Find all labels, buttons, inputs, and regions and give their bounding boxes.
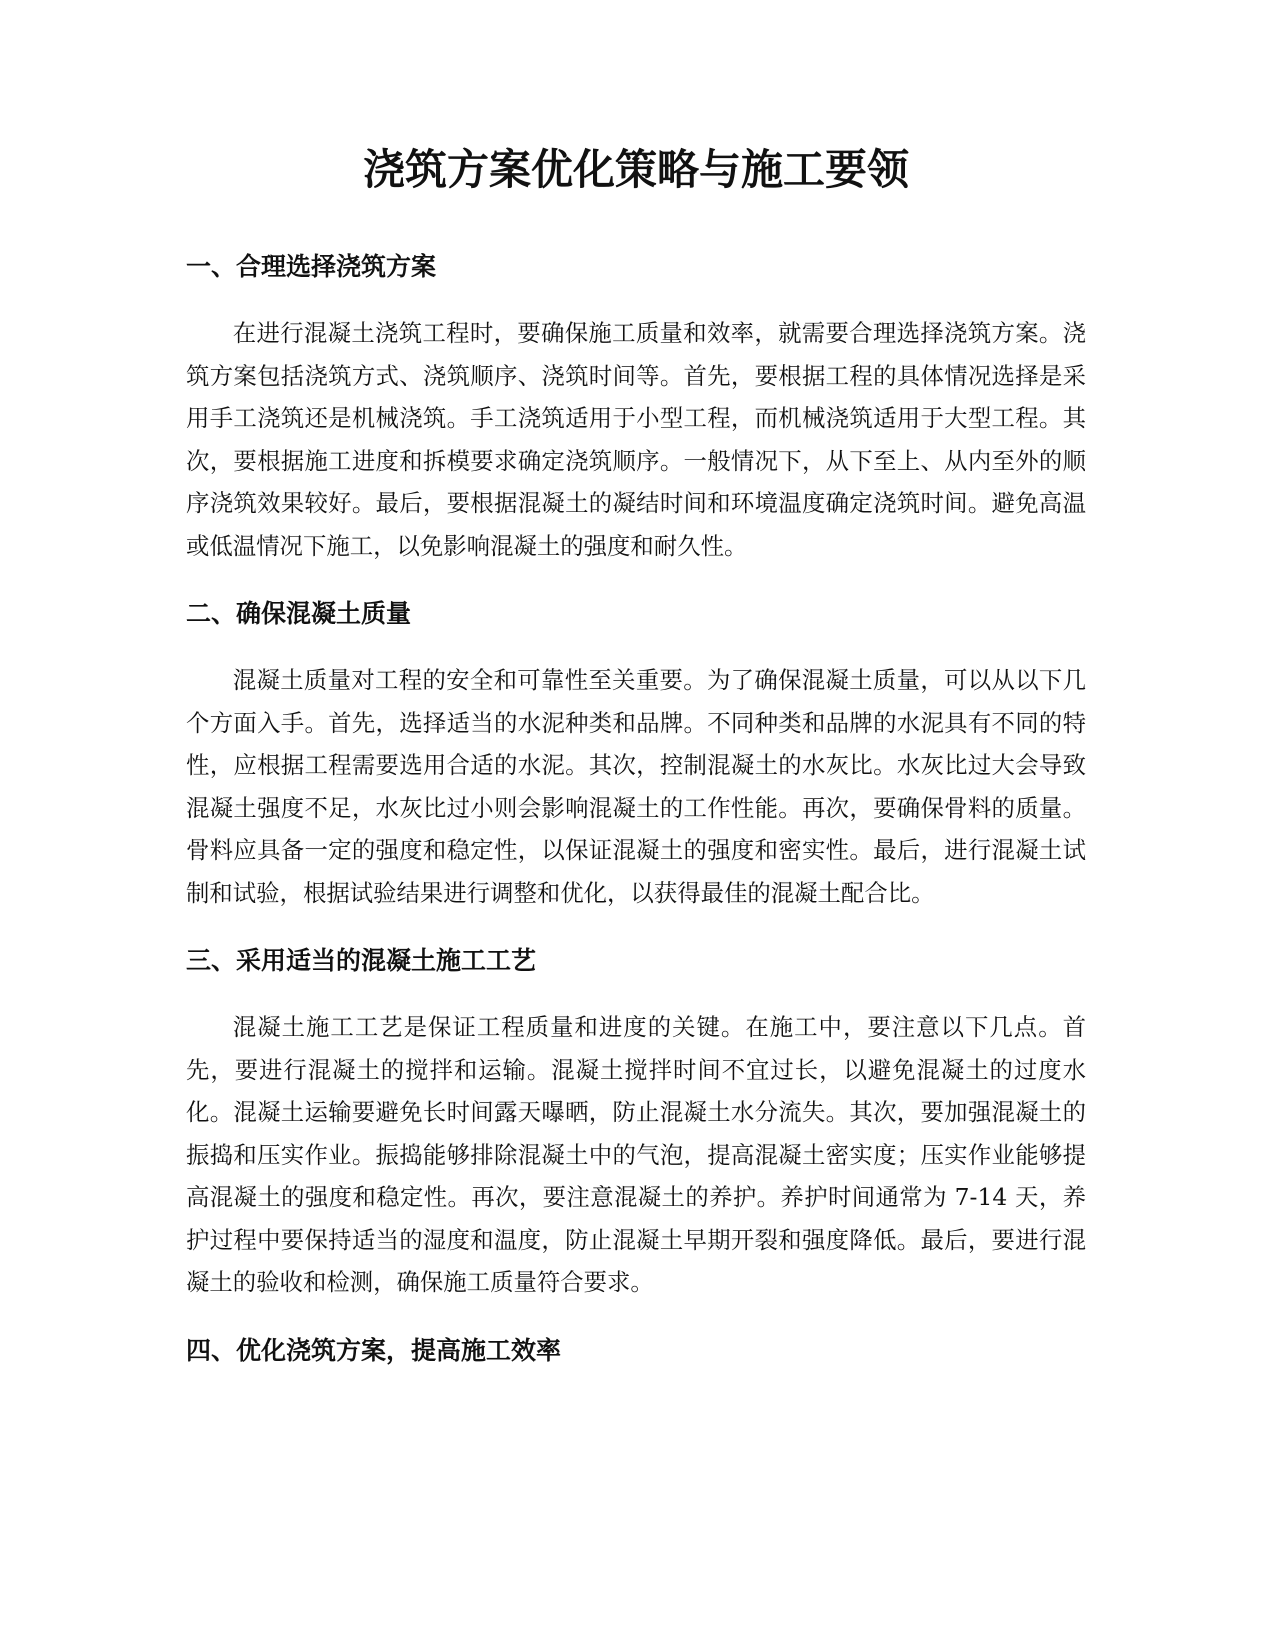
document-page xyxy=(186,140,1086,1396)
section-1 xyxy=(186,250,1086,567)
section-heading: 四、优化浇筑方案，提高施工效率 xyxy=(186,1335,562,1365)
section-2 xyxy=(186,597,1086,914)
section-heading: 一、合理选择浇筑方案 xyxy=(186,252,437,281)
document-title: 浇筑方案优化策略与施工要领 xyxy=(362,145,909,194)
section-3 xyxy=(186,944,1086,1304)
section-heading: 二、确保混凝土质量 xyxy=(186,599,412,628)
section-paragraph: 混凝土施工工艺是保证工程质量和进度的关键。在施工中，要注意以下几点。首先，要进行混凝土的搅拌和运输。混凝土搅拌时间不宜过长，以避免混凝土的过度水化。混凝土运输要避免长时间露天曝晒，防止混凝土水分流失。其次，要加强混凝土的振捣和压实作业。振捣能够排除混凝土中的气泡，提高混凝土密实度；压实作业能够提高混凝土的强度和稳定性。再次，要注意混凝土的养护。养护时间通常为 7-14 天，养护过程中要保持适当的湿度和温度，防止混凝土早期开裂和强度降低。最后，要进行混凝土的验收和检测，确保施工质量符合要求。 xyxy=(186,1013,1086,1296)
section-heading: 三、采用适当的混凝土施工工艺 xyxy=(186,946,537,975)
section-paragraph: 在进行混凝土浇筑工程时，要确保施工质量和效率，就需要合理选择浇筑方案。浇筑方案包括浇筑方式、浇筑顺序、浇筑时间等。首先，要根据工程的具体情况选择是采用手工浇筑还是机械浇筑。手工浇筑适用于小型工程，而机械浇筑适用于大型工程。其次，要根据施工进度和拆模要求确定浇筑顺序。一般情况下，从下至上、从内至外的顺序浇筑效果较好。最后，要根据混凝土的凝结时间和环境温度确定浇筑时间。避免高温或低温情况下施工，以免影响混凝土的强度和耐久性。 xyxy=(186,319,1086,560)
section-paragraph: 混凝土质量对工程的安全和可靠性至关重要。为了确保混凝土质量，可以从以下几个方面入手。首先，选择适当的水泥种类和品牌。不同种类和品牌的水泥具有不同的特性，应根据工程需要选用合适的水泥。其次，控制混凝土的水灰比。水灰比过大会导致混凝土强度不足，水灰比过小则会影响混凝土的工作性能。再次，要确保骨料的质量。骨料应具备一定的强度和稳定性，以保证混凝土的强度和密实性。最后，进行混凝土试制和试验，根据试验结果进行调整和优化，以获得最佳的混凝土配合比。 xyxy=(186,666,1086,907)
section-4 xyxy=(186,1334,1086,1368)
